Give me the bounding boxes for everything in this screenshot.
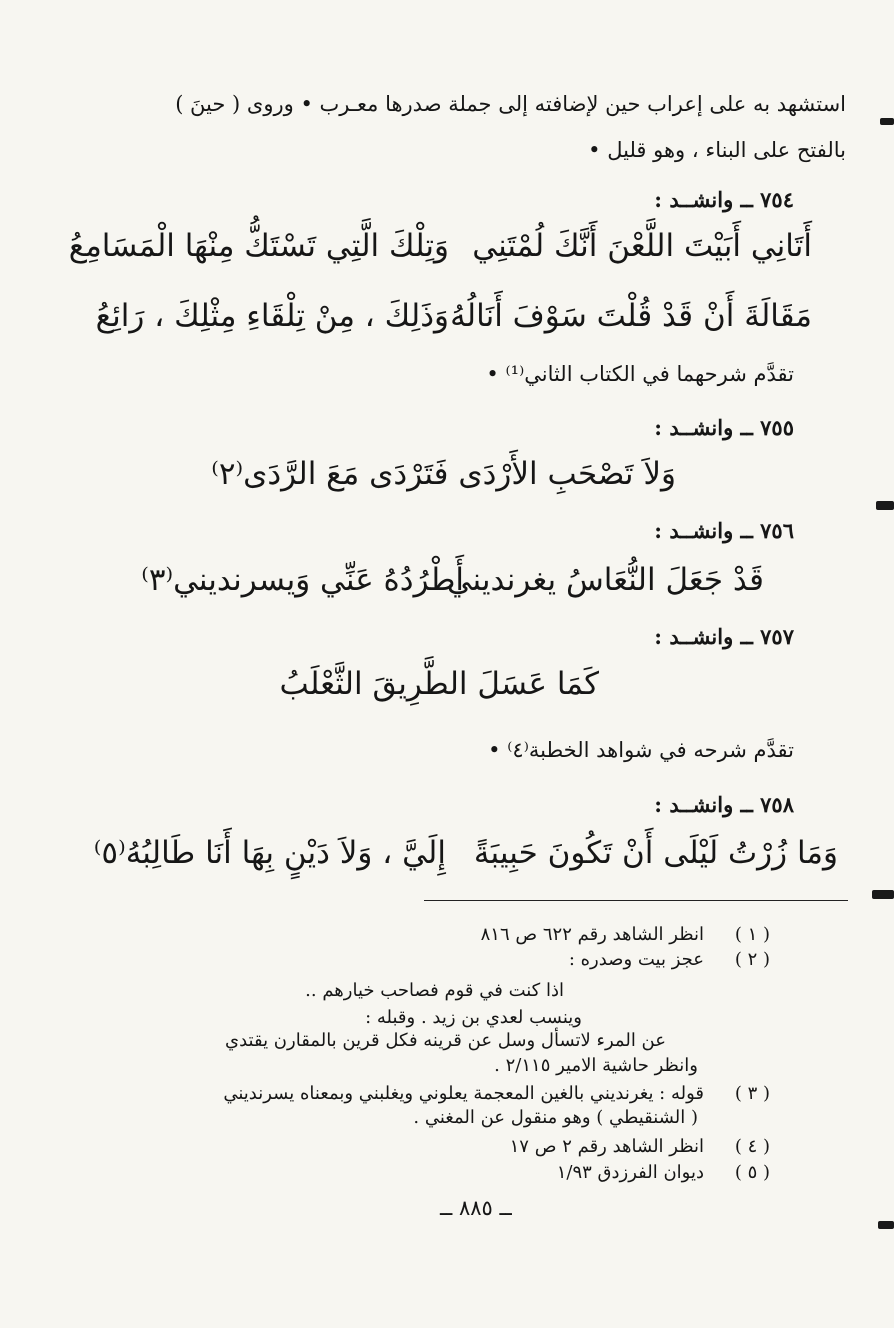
scan-edge-mark <box>876 501 894 510</box>
entry-heading-758: ٧٥٨ ــ وانشــد : <box>654 792 794 817</box>
intro-line-1: استشهد به على إعراب حين لإضافته إلى جملة صدرها معـرب • وروى ( حينَ ) <box>175 92 846 116</box>
verse-758-first-hemistich: وَمَا زُرْتُ لَيْلَى أَنْ تَكُونَ حَبِيبَةً <box>473 835 838 871</box>
verse-754-2-first-hemistich: مَقَالَةَ أَنْ قَدْ قُلْتَ سَوْفَ أَنَالُهُ <box>450 298 812 334</box>
verse-756-first-hemistich: قَدْ جَعَلَ النُّعَاسُ يغرنديني <box>446 562 764 598</box>
footnote-text: قوله : يغرنديني بالغين المعجمة يعلوني ويغلبني وبمعناه يسرنديني <box>223 1083 704 1104</box>
footnote-separator-rule <box>424 900 848 901</box>
footnote-number: ( ٥ ) <box>734 1162 770 1183</box>
footnote-text: ديوان الفرزدق ١/٩٣ <box>556 1162 704 1183</box>
entry-heading-757: ٧٥٧ ــ وانشــد : <box>654 624 794 649</box>
comment-754: تقدَّم شرحهما في الكتاب الثاني⁽¹⁾ • <box>486 362 794 386</box>
footnote-number: ( ٢ ) <box>734 949 770 970</box>
footnote-text: وينسب لعدي بن زيد . وقبله : <box>365 1007 582 1028</box>
scan-edge-mark <box>878 1221 894 1229</box>
footnote-text: انظر الشاهد رقم ٦٢٢ ص ٨١٦ <box>480 924 704 945</box>
footnote-number: ( ٤ ) <box>734 1136 770 1157</box>
verse-754-1-first-hemistich: أَتَانِي أَبَيْتَ اللَّعْنَ أَنَّكَ لُمْتَنِي <box>472 228 812 264</box>
footnote-text: عن المرء لاتسأل وسل عن قرينه فكل قرين بالمقارن يقتدي <box>225 1030 666 1051</box>
entry-heading-756: ٧٥٦ ــ وانشــد : <box>654 518 794 543</box>
scan-edge-mark <box>872 890 894 899</box>
verse-754-2-second-hemistich: وَذَلِكَ ، مِنْ تِلْقَاءِ مِثْلِكَ ، رَائِعُ <box>95 298 449 334</box>
comment-757: تقدَّم شرحه في شواهد الخطبة⁽٤⁾ • <box>488 738 794 762</box>
verse-757: كَمَا عَسَلَ الطَّرِيقَ الثَّعْلَبُ <box>279 666 599 702</box>
footnote-text: ( الشنقيطي ) وهو منقول عن المغني . <box>413 1107 698 1128</box>
intro-line-2: بالفتح على البناء ، وهو قليل • <box>588 138 846 162</box>
verse-754-1-second-hemistich: وَتِلْكَ الَّتِي تَسْتَكُّ مِنْهَا الْمَسَامِعُ <box>68 228 449 264</box>
verse-758-second-hemistich: إِلَيَّ ، وَلاَ دَيْنٍ بِهَا أَنَا طَالِبُهُ⁽٥⁾ <box>93 835 446 871</box>
scan-edge-mark <box>880 118 894 125</box>
page-number: ــ ٨٨٥ ــ <box>440 1196 512 1220</box>
verse-755: وَلاَ تَصْحَبِ الأَرْدَى فَتَرْدَى مَعَ الرَّدَى⁽٢⁾ <box>211 456 676 492</box>
entry-heading-754: ٧٥٤ ــ وانشــد : <box>654 187 794 212</box>
footnote-text: اذا كنت في قوم فصاحب خيارهم .. <box>305 980 564 1001</box>
footnote-number: ( ٣ ) <box>734 1083 770 1104</box>
footnote-text: عجز بيت وصدره : <box>568 949 704 970</box>
footnote-text: انظر الشاهد رقم ٢ ص ١٧ <box>509 1136 704 1157</box>
entry-heading-755: ٧٥٥ ــ وانشــد : <box>654 415 794 440</box>
footnote-number: ( ١ ) <box>734 924 770 945</box>
verse-756-second-hemistich: أَطْرُدُهُ عَنِّي وَيسرنديني⁽٣⁾ <box>141 562 464 598</box>
footnote-text: وانظر حاشية الامير ٢/١١٥ . <box>494 1055 698 1076</box>
